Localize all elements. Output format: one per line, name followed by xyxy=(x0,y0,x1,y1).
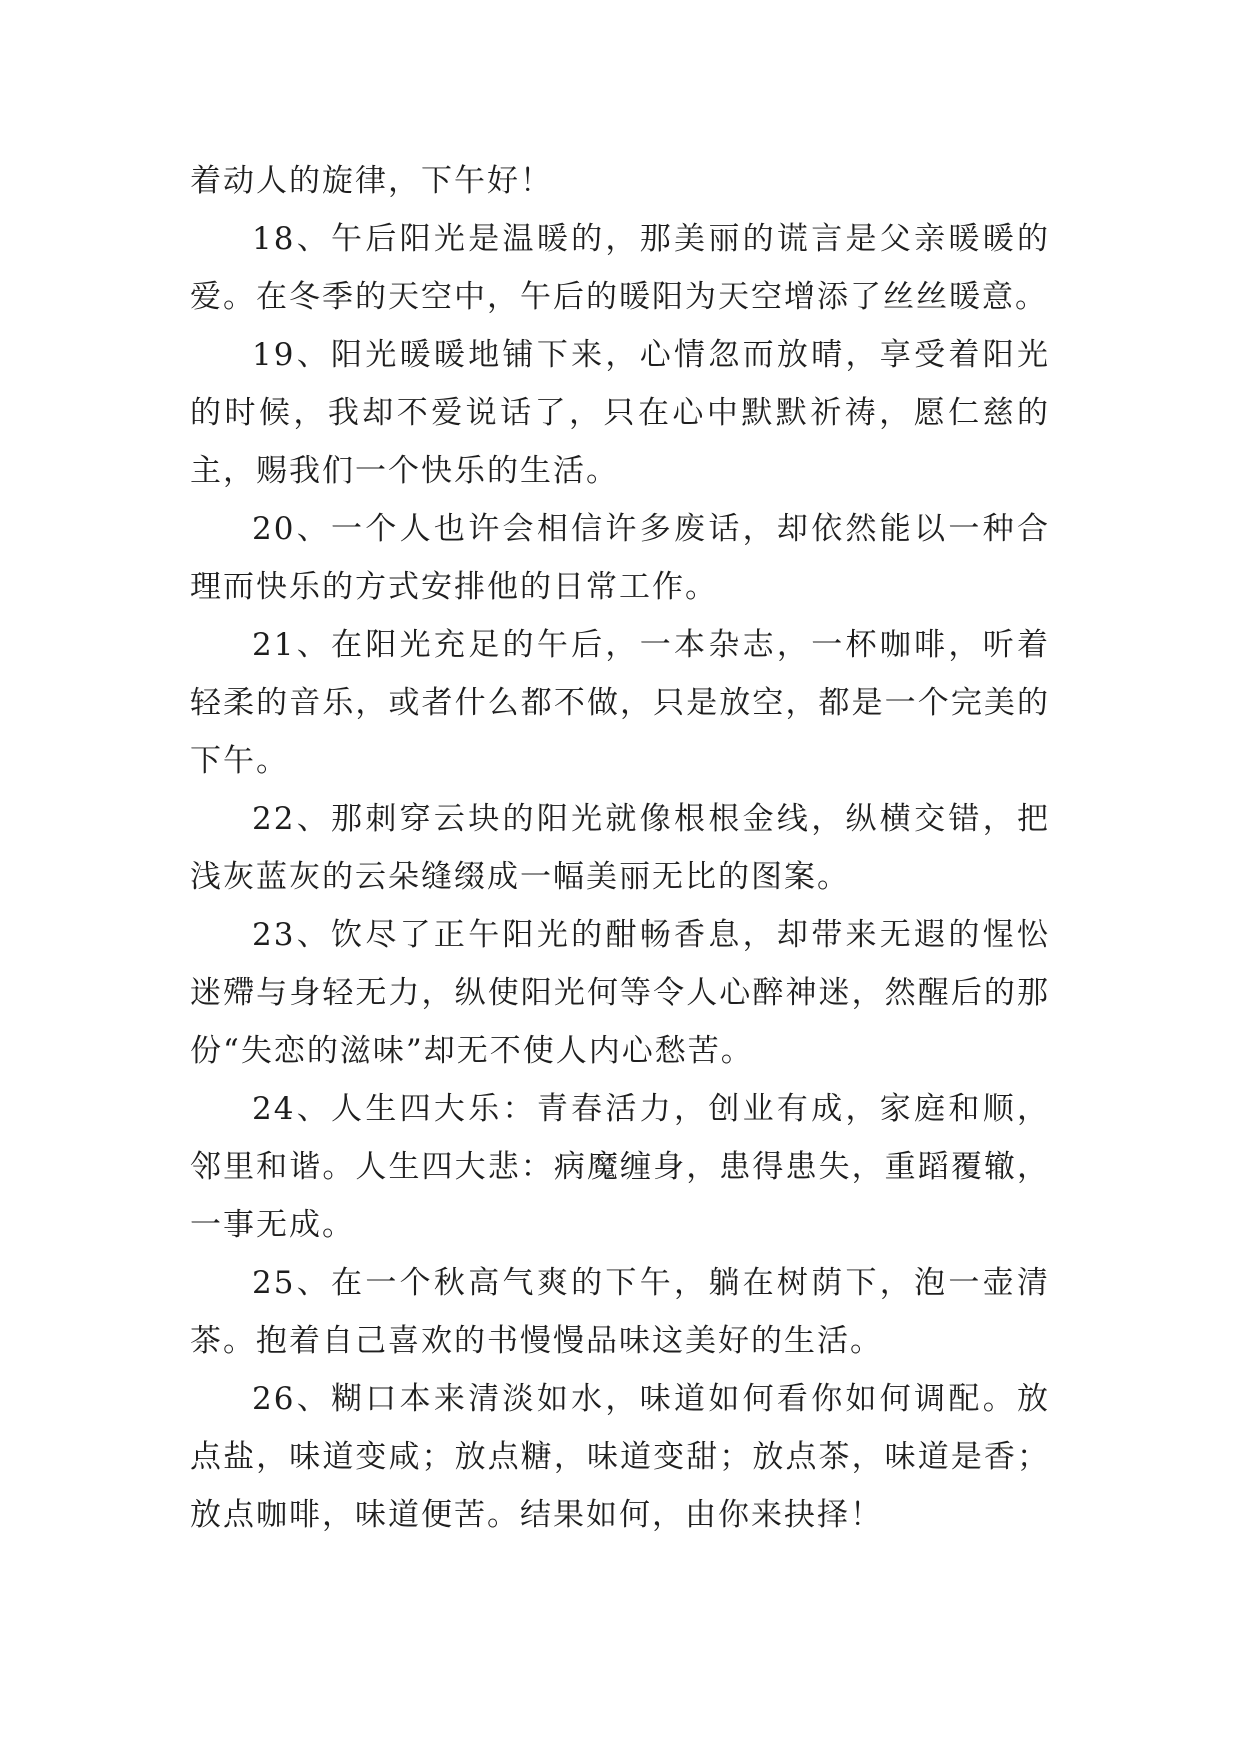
paragraph-continuation: 着动人的旋律，下午好！ xyxy=(190,163,553,199)
paragraph-item-22: 22、那刺穿云块的阳光就像根根金线，纵横交错，把浅灰蓝灰的云朵缝缀成一幅美丽无比的图案。 xyxy=(190,801,1050,895)
paragraph-item-23: 23、饮尽了正午阳光的酣畅香息，却带来无遐的惺忪迷殢与身轻无力，纵使阳光何等令人心醉神迷，然醒后的那份“失恋的滋味”却无不使人内心愁苦。 xyxy=(190,917,1050,1069)
paragraph-item-18: 18、午后阳光是温暖的，那美丽的谎言是父亲暖暖的爱。在冬季的天空中，午后的暖阳为天空增添了丝丝暖意。 xyxy=(190,221,1050,315)
paragraph-item-24: 24、人生四大乐：青春活力，创业有成，家庭和顺，邻里和谐。人生四大悲：病魔缠身，患得患失，重蹈覆辙，一事无成。 xyxy=(190,1091,1050,1243)
paragraph-item-25: 25、在一个秋高气爽的下午，躺在树荫下，泡一壶清茶。抱着自己喜欢的书慢慢品味这美好的生活。 xyxy=(190,1265,1050,1359)
paragraph-item-20: 20、一个人也许会相信许多废话，却依然能以一种合理而快乐的方式安排他的日常工作。 xyxy=(190,511,1050,605)
paragraph-item-19: 19、阳光暖暖地铺下来，心情忽而放晴，享受着阳光的时候，我却不爱说话了，只在心中默默祈祷，愿仁慈的主，赐我们一个快乐的生活。 xyxy=(190,337,1050,489)
paragraph-item-21: 21、在阳光充足的午后，一本杂志，一杯咖啡，听着轻柔的音乐，或者什么都不做，只是放空，都是一个完美的下午。 xyxy=(190,627,1050,779)
document-body xyxy=(190,152,1050,1544)
paragraph-item-26: 26、糊口本来清淡如水，味道如何看你如何调配。放点盐，味道变咸；放点糖，味道变甜；放点茶，味道是香；放点咖啡，味道便苦。结果如何，由你来抉择！ xyxy=(190,1381,1050,1533)
